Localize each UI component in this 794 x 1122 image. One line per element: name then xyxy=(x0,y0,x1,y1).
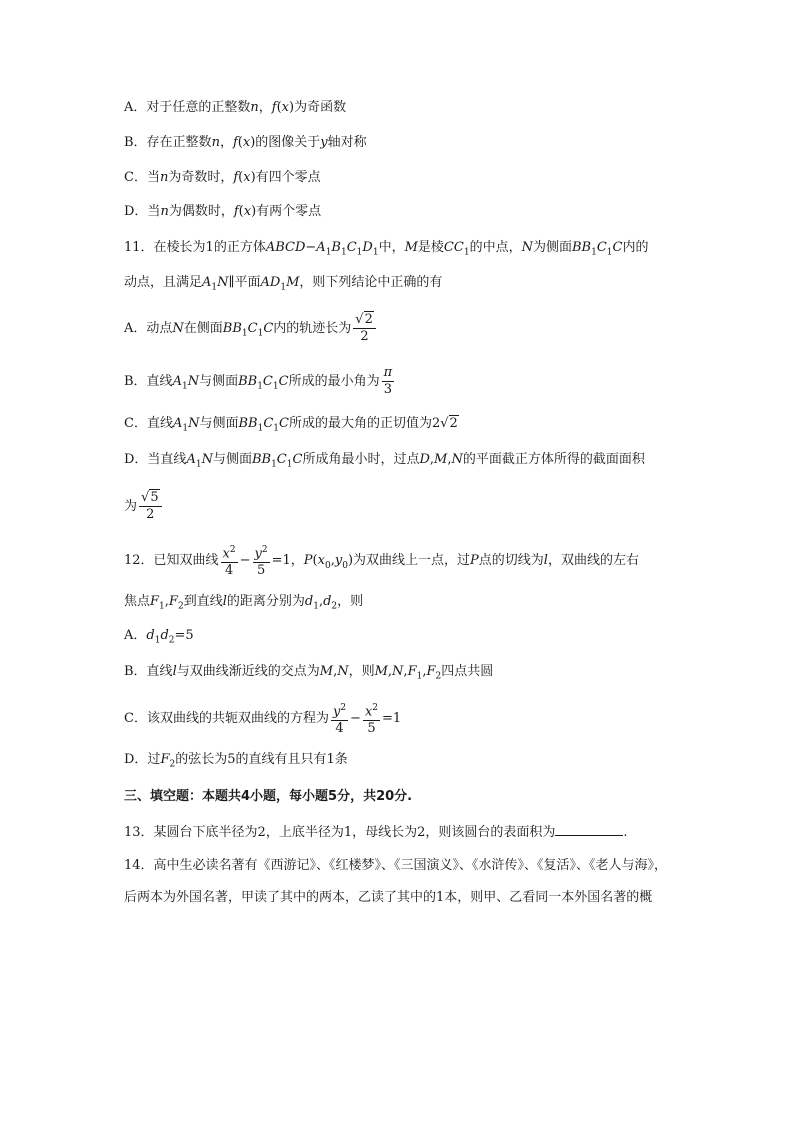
q13-text: 13．某圆台下底半径为2，上底半径为1，母线长为2，则该圆台的表面积为 . xyxy=(124,821,628,843)
fraction-pi-over-3: $\frac{\pi}{3}$ xyxy=(383,365,393,397)
q12-option-c: C．该双曲线的共轭双曲线的方程为 $\frac{y^2}{4}$ − $\frac{x^2}{5}$ =1 xyxy=(124,700,401,737)
q10-option-d: D．当n为偶数时，f(x)有两个零点 xyxy=(124,204,322,219)
q11-option-a: A．动点N在侧面$BB_1C_1C$内的轨迹长为 $\frac{√2}{2}$ xyxy=(124,312,378,345)
q14-line1: 14．高中生必读名著有《西游记》、《红楼梦》、《三国演义》、《水浒传》、《复活》、《老人与海》， xyxy=(124,858,668,873)
q12-stem-line1: 12．已知双曲线 $\frac{x^2}{4}$ − $\frac{y^2}{5}$ =1，$P(x_0,y_0)$为双曲线上一点，过P点的切线为l，双曲线的左右 xyxy=(124,542,639,579)
section-heading: 三、填空题：本题共4小题，每小题5分，共20分. xyxy=(124,789,413,804)
q10-option-a: A．对于任意的正整数n，f(x)为奇函数 xyxy=(124,100,347,115)
q11-option-b: B．直线$A_1N$与侧面$BB_1C_1C$所成的最小角为 $\frac{\pi}{3}$ xyxy=(124,365,393,397)
q12-option-a: A．$d_1d_2=5$ xyxy=(124,628,194,646)
q12-option-b: B．直线l与双曲线渐近线的交点为M,N，则$M,N,F_1,F_2$四点共圆 xyxy=(124,664,494,682)
q11-option-d-line2: 为 $\frac{√5}{2}$ xyxy=(124,490,164,523)
fraction-sqrt2-over-2: $\frac{√2}{2}$ xyxy=(353,312,376,345)
q12-option-d: D．过$F_2$的弦长为5的直线有且只有1条 xyxy=(124,752,348,770)
q10-option-c: C．当n为奇数时，f(x)有四个零点 xyxy=(124,170,321,185)
q14-line2: 后两本为外国名著，甲读了其中的两本，乙读了其中的1本，则甲、乙看同一本外国名著的概 xyxy=(124,890,653,905)
fraction-sqrt5-over-2: $\frac{√5}{2}$ xyxy=(139,490,162,523)
q11-stem-line1: 11．在棱长为1的正方体$ABCD-A_1B_1C_1D_1$中，M是棱$CC_1$的中点，N为侧面$BB_1C_1C$内的 xyxy=(124,240,649,258)
q11-option-c: C．直线$A_1N$与侧面$BB_1C_1C$所成的最大角的正切值为2√2 xyxy=(124,416,458,434)
q10-option-b: B．存在正整数n，f(x)的图像关于y轴对称 xyxy=(124,135,367,150)
q11-option-d-line1: D．当直线$A_1N$与侧面$BB_1C_1C$所成角最小时，过点D,M,N的平面截正方体所得的截面面积 xyxy=(124,452,645,470)
q11-stem-line2: 动点，且满足$A_1N\parallel$平面$AD_1M$，则下列结论中正确的有 xyxy=(124,275,443,293)
q12-stem-line2: 焦点$F_1,F_2$到直线l的距离分别为$d_1,d_2$，则 xyxy=(124,594,364,612)
answer-blank[interactable] xyxy=(555,821,623,836)
